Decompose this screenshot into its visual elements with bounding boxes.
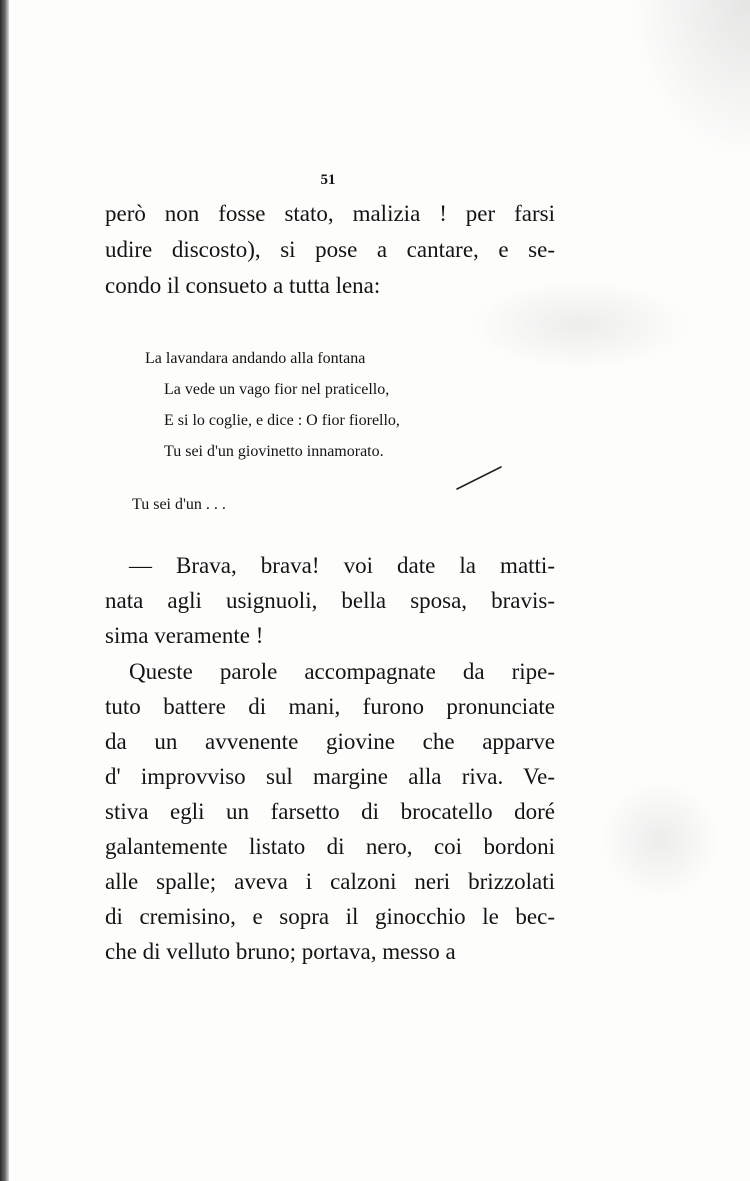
- text-line: che di velluto bruno; portava, messo a: [105, 939, 456, 964]
- narrative-paragraph: [105, 654, 555, 969]
- text-line: Queste parole accompagnate da ripe-: [129, 659, 555, 684]
- text-line: condo il consueto a tutta lena:: [105, 273, 381, 298]
- verse-line: Tu sei d'un giovinetto innamorato.: [164, 443, 384, 460]
- text-line: però non fosse stato, malizia ! per farsi: [105, 201, 555, 226]
- song-tail-line: Tu sei d'un . . .: [132, 496, 226, 513]
- text-line: di cremisino, e sopra il ginocchio le bec-: [105, 904, 555, 929]
- text-line: galantemente listato di nero, coi bordoni: [105, 834, 555, 859]
- page-corner-shadow: [630, 0, 750, 160]
- verse-line: E si lo coglie, e dice : O fior fiorello,: [164, 412, 400, 429]
- text-line: nata agli usignuoli, bella sposa, bravis-: [105, 588, 555, 613]
- verse-line: La lavandara andando alla fontana: [145, 350, 366, 367]
- text-line: da un avvenente giovine che apparve: [105, 729, 555, 754]
- text-line: stiva egli un farsetto di brocatello doré: [105, 799, 555, 824]
- book-spine-edge: [0, 0, 9, 1181]
- text-line: — Brava, brava! voi date la matti-: [129, 553, 555, 578]
- text-line: tuto battere di mani, furono pronunciate: [105, 694, 555, 719]
- page-number: 51: [320, 172, 336, 188]
- song-verses: [145, 343, 545, 467]
- text-line: sima veramente !: [105, 623, 264, 648]
- pencil-stroke-mark: [455, 463, 503, 493]
- verse-line: La vede un vago fior nel praticello,: [164, 381, 390, 398]
- opening-paragraph: [105, 196, 555, 304]
- text-line: udire discosto), si pose a cantare, e se-: [105, 237, 555, 262]
- text-line: alle spalle; aveva i calzoni neri brizzolati: [105, 869, 555, 894]
- text-line: d' improvviso sul margine alla riva. Ve-: [105, 764, 555, 789]
- bleed-through-smudge: [600, 780, 720, 900]
- dialogue-paragraph: [105, 548, 555, 653]
